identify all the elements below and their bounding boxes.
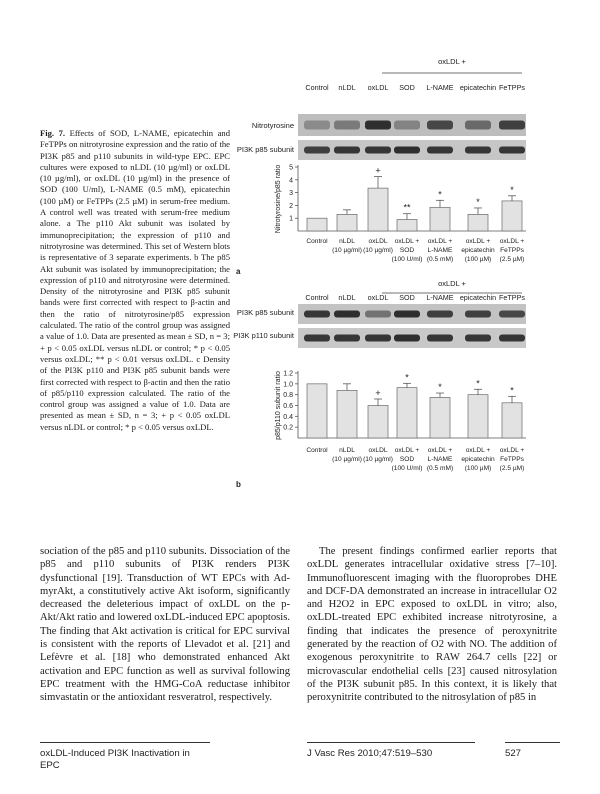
- blot-band: [304, 121, 330, 130]
- y-tick-label: 4: [289, 177, 293, 185]
- figure-7: [232, 50, 532, 490]
- lane-header: L-NAME: [426, 83, 454, 92]
- x-tick-label: epicatechin: [461, 456, 495, 463]
- y-tick-label: 0.6: [283, 403, 293, 410]
- x-tick-label: L-NAME: [427, 456, 453, 463]
- blot-band: [465, 121, 491, 130]
- significance-marker: *: [438, 189, 442, 200]
- y-tick-label: 5: [289, 164, 293, 172]
- y-tick-label: 2: [289, 202, 293, 210]
- y-axis-label: p85/p110 subunit ratio: [275, 371, 282, 440]
- blot-band: [394, 121, 420, 130]
- blot-label-p85-b: PI3K p85 subunit: [236, 308, 294, 317]
- bar: [468, 395, 488, 438]
- x-tick-label: epicatechin: [461, 247, 495, 254]
- bar: [307, 218, 327, 231]
- significance-marker: **: [403, 202, 411, 213]
- lane-header: oxLDL: [367, 83, 389, 92]
- y-axis-label: Nitrotyrosine/p85 ratio: [275, 164, 282, 234]
- footer-rule-middle: [307, 742, 475, 743]
- bar: [307, 384, 327, 438]
- significance-marker: *: [510, 184, 514, 195]
- x-tick-label: (10 µg/ml): [363, 247, 393, 254]
- y-tick-label: 1.2: [283, 370, 293, 378]
- panel-b: [233, 279, 526, 489]
- significance-marker: +: [375, 165, 381, 176]
- x-tick-label: FeTPPs: [500, 247, 524, 254]
- lane-header: L-NAME: [426, 293, 454, 302]
- blot-band: [334, 311, 360, 318]
- panel-letter-a: a: [236, 267, 241, 276]
- blot-band: [334, 335, 360, 342]
- bar: [502, 201, 522, 231]
- x-tick-label: oxLDL +: [427, 447, 453, 454]
- x-tick-label: Control: [306, 447, 328, 454]
- blot-label-p110-b: PI3K p110 subunit: [233, 331, 294, 340]
- blot-band: [427, 335, 453, 342]
- body-column-right: The present findings confirmed earlier reports that oxLDL generates intracellular oxidative stress [7–10]. Immunofluorescent imaging with the fluoroprobes DHE and DCF-DA demonstrated an increase in intracellular O2 and H2O2 in EPC exposed to oxLDL in vitro; also, oxLDL-treated EPC exhibited increase nitrotyrosine, a finding that indicates the presence of peroxynitrite generated by the reaction of O2 with NO. The addition of exogenous peroxynitrite to RAW 264.7 cells [22] or microvascular endothelial cells [23] caused nitrosylation of the PI3K subunit p85. In this context, it is likely that peroxynitrite contributed to the nitrosylation of p85 in: [307, 546, 557, 704]
- blot-band: [427, 147, 453, 154]
- x-tick-label: oxLDL +: [427, 238, 453, 245]
- x-tick-label: oxLDL +: [394, 238, 420, 245]
- lane-header: FeTPPs: [499, 293, 525, 302]
- lane-header: SOD: [399, 293, 415, 302]
- x-tick-label: oxLDL +: [499, 238, 525, 245]
- lane-header: oxLDL: [367, 293, 389, 302]
- blot-band: [304, 147, 330, 154]
- blot-band: [499, 121, 525, 130]
- footer-rule-right: [505, 742, 560, 743]
- x-tick-label: SOD: [399, 456, 415, 463]
- x-tick-label: FeTPPs: [500, 456, 524, 463]
- significance-marker: *: [405, 372, 409, 383]
- bar: [337, 214, 357, 231]
- bar: [368, 188, 388, 231]
- journal-citation: J Vasc Res 2010;47:519–530: [307, 748, 433, 759]
- x-tick-label: (2.5 µM): [499, 256, 525, 263]
- x-tick-label: Control: [306, 238, 328, 245]
- y-tick-label: 1: [289, 215, 293, 223]
- blot-band: [334, 147, 360, 154]
- x-tick-label: oxLDL +: [394, 447, 420, 454]
- significance-marker: *: [438, 382, 442, 393]
- y-tick-label: 1.0: [283, 381, 293, 389]
- x-tick-label: (100 µM): [464, 465, 492, 472]
- chart-p85-p110: [275, 371, 526, 473]
- x-tick-label: oxLDL: [368, 238, 388, 245]
- bar: [397, 388, 417, 438]
- bar: [502, 403, 522, 438]
- oxldl-group-label-a: oxLDL +: [438, 57, 466, 66]
- y-tick-label: 0.8: [283, 392, 293, 400]
- bar: [397, 219, 417, 231]
- x-tick-label: (100 µM): [464, 256, 492, 263]
- blot-label-nitrotyrosine: Nitrotyrosine: [251, 121, 294, 130]
- y-tick-label: 0.4: [283, 413, 293, 421]
- blot-band: [499, 335, 525, 342]
- x-tick-label: (100 U/ml): [391, 256, 423, 263]
- lane-header: Control: [305, 293, 329, 302]
- blot-band: [394, 147, 420, 154]
- blot-band: [465, 311, 491, 318]
- figure-caption: [40, 128, 230, 433]
- panel-letter-b: b: [236, 480, 241, 489]
- x-tick-label: (0.5 mM): [426, 256, 454, 263]
- blot-band: [365, 147, 391, 154]
- blot-band: [499, 311, 525, 318]
- body-column-left: sociation of the p85 and p110 subunits. Dissociation of the p85 and p110 subunits of PI3K renders PI3K dysfunctional [19]. Transduction of WT EPCs with Ad-myrAkt, a constitutively active Akt isoform, significantly decreased the deleterious impact of oxLDL on the p-Akt/Akt ratio and lowered oxLDL-induced EPC apoptosis. The finding that Akt activation is critical for EPC survival is consistent with the reports of Llevadot et al. [21] and Lefèvre et al. [18] who demonstrated enhanced Akt activation and EPC function as well as survival following EPC treatment with the HMG-CoA reductase inhibitor simvastatin or the antioxidant resveratrol, respectively.: [40, 546, 290, 704]
- blot-label-p85-a: PI3K p85 subunit: [236, 145, 294, 154]
- y-tick-label: 3: [289, 190, 293, 198]
- blot-band: [304, 311, 330, 318]
- blot-band: [365, 311, 391, 318]
- blot-band: [334, 121, 360, 130]
- running-title-line2: EPC: [40, 760, 60, 771]
- lane-headers-a: [305, 83, 525, 92]
- blot-band: [427, 121, 453, 130]
- lane-header: nLDL: [338, 83, 356, 92]
- bar: [337, 390, 357, 438]
- lane-header: epicatechin: [459, 293, 497, 302]
- lane-header: SOD: [399, 83, 415, 92]
- blot-band: [365, 121, 391, 130]
- x-tick-label: nLDL: [339, 447, 355, 454]
- blot-band: [394, 311, 420, 318]
- caption-text: Effects of SOD, L-NAME, epicatechin and FeTPPs on nitrotyrosine expression and the ratio of the PI3K p85 and p110 subunits in wild-type EPC. EPC cultures were exposed to nLDL (10 µg/ml) or oxLDL (10 µg/ml), or oxLDL (10 µg/ml) in the presence of SOD (100 U/ml), L-NAME (0.5 mM), epicatechin (100 µM) or FeTPPs (2.5 µM) in serum-free medium. A control well was treated with serum-free medium alone. a The p110 Akt subunit was isolated by immunoprecipitation; the expression of p110 and nitrotyrosine was determined. This set of Western blots is representative of 3 separate experiments. b The p85 Akt subunit was isolated by immunoprecipitation; the expression of p110 and nitrotyrosine were determined. Density of the nitrotyrosine and PI3K p85 subunit bands were first corrected with respect to β-actin and then the ratio of nitrotyrosine/p85 expression calculated. The ratio of the control group was assigned a value of 1.0. Data are presented as mean ± SD, n = 3; + p < 0.05 oxLDL versus nLDL or control; * p < 0.05 versus oxLDL; ** p < 0.01 versus oxLDL. c Density of the PI3K p110 and PI3K p85 subunit bands were first corrected with respect to β-actin and then the ratio of p85/p110 expression calculated. The ratio of the control group was assigned a value of 1.0. Data are presented as mean ± SD, n = 3; + p < 0.05 oxLDL versus nLDL or control; * p < 0.05 versus oxLDL.: [40, 128, 230, 432]
- bar: [430, 207, 450, 231]
- x-tick-label: (2.5 µM): [499, 465, 525, 472]
- blot-band: [499, 147, 525, 154]
- x-tick-label: (0.5 mM): [426, 465, 454, 472]
- running-title-line1: oxLDL-Induced PI3K Inactivation in: [40, 748, 190, 759]
- figure-label: Fig. 7.: [40, 128, 66, 138]
- significance-marker: *: [510, 385, 514, 396]
- x-tick-label: (10 µg/ml): [332, 247, 362, 254]
- bar: [368, 406, 388, 439]
- lane-header: epicatechin: [459, 83, 497, 92]
- bar: [468, 214, 488, 231]
- footer-running-title: [40, 748, 240, 772]
- blot-band: [304, 335, 330, 342]
- x-tick-label: (10 µg/ml): [363, 456, 393, 463]
- chart-nitrotyrosine-p85: [275, 165, 526, 264]
- y-tick-label: 0.2: [283, 424, 293, 432]
- oxldl-group-label-b: oxLDL +: [438, 279, 466, 288]
- x-tick-label: oxLDL: [368, 447, 388, 454]
- significance-marker: *: [476, 196, 480, 207]
- x-tick-label: (100 U/ml): [391, 465, 423, 472]
- blot-band: [365, 335, 391, 342]
- blot-band: [394, 335, 420, 342]
- lane-header: Control: [305, 83, 329, 92]
- bar: [430, 397, 450, 438]
- x-tick-label: (10 µg/ml): [332, 456, 362, 463]
- significance-marker: *: [476, 378, 480, 389]
- blot-band: [465, 335, 491, 342]
- lane-headers-b: [305, 293, 525, 302]
- lane-header: nLDL: [338, 293, 356, 302]
- x-tick-label: oxLDL +: [465, 238, 491, 245]
- x-tick-label: L-NAME: [427, 247, 453, 254]
- page-number: 527: [505, 748, 522, 759]
- blot-band: [465, 147, 491, 154]
- blot-band: [427, 311, 453, 318]
- x-tick-label: oxLDL +: [499, 447, 525, 454]
- lane-header: FeTPPs: [499, 83, 525, 92]
- x-tick-label: oxLDL +: [465, 447, 491, 454]
- x-tick-label: nLDL: [339, 238, 355, 245]
- footer-rule-left: [40, 742, 210, 743]
- significance-marker: +: [375, 388, 381, 398]
- panel-a: [236, 57, 526, 276]
- x-tick-label: SOD: [399, 247, 415, 254]
